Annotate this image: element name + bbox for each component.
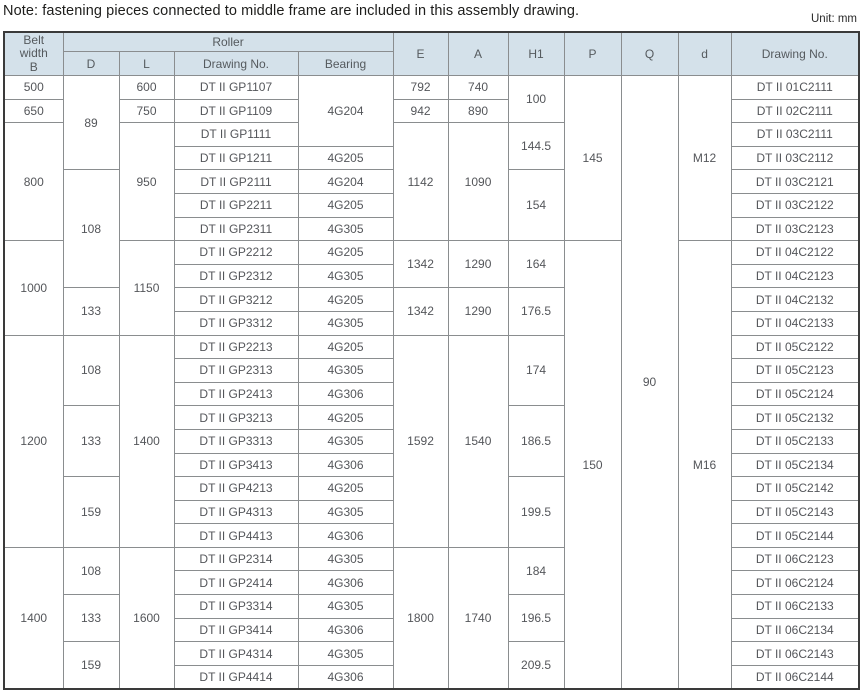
header-belt-width (4, 32, 63, 76)
header-belt-width-line2: width (19, 46, 48, 61)
header-belt-width-line3: B (29, 59, 38, 74)
header-d-thread: d (678, 32, 731, 76)
header-roller-group: Roller (63, 32, 393, 52)
roller-drawing-no-cell: DT II GP1107 (174, 76, 298, 100)
roller-drawing-no-cell: DT II GP3314 (174, 595, 298, 619)
roller-drawing-no-cell: DT II GP3313 (174, 429, 298, 453)
bearing-cell: 4G205 (298, 146, 393, 170)
bearing-cell: 4G205 (298, 241, 393, 265)
h1-cell: 100 (508, 76, 564, 123)
table-row (4, 547, 859, 571)
roller-drawing-no-cell: DT II GP3413 (174, 453, 298, 477)
a-cell: 1740 (448, 547, 508, 689)
assembly-drawing-no-cell: DT II 05C2123 (731, 359, 859, 383)
bearing-cell: 4G306 (298, 382, 393, 406)
header-drawing-no-assembly: Drawing No. (731, 32, 859, 76)
assembly-drawing-no-cell: DT II 06C2143 (731, 642, 859, 666)
roller-drawing-no-cell: DT II GP1109 (174, 99, 298, 123)
roller-spec-table (3, 31, 860, 690)
roller-length-cell: 950 (119, 123, 174, 241)
table-row (4, 123, 859, 147)
roller-diameter-cell: 108 (63, 170, 119, 288)
h1-cell: 186.5 (508, 406, 564, 477)
assembly-drawing-no-cell: DT II 02C2111 (731, 99, 859, 123)
roller-diameter-cell: 133 (63, 595, 119, 642)
bearing-cell: 4G305 (298, 547, 393, 571)
bearing-cell: 4G204 (298, 170, 393, 194)
assembly-drawing-no-cell: DT II 03C2111 (731, 123, 859, 147)
bearing-cell: 4G205 (298, 288, 393, 312)
bearing-cell: 4G306 (298, 618, 393, 642)
assembly-drawing-no-cell: DT II 05C2124 (731, 382, 859, 406)
a-cell: 740 (448, 76, 508, 100)
bearing-cell: 4G305 (298, 264, 393, 288)
table-row (4, 335, 859, 359)
assembly-drawing-no-cell: DT II 06C2134 (731, 618, 859, 642)
p-cell: 145 (564, 76, 621, 241)
assembly-drawing-no-cell: DT II 03C2112 (731, 146, 859, 170)
header-e: E (393, 32, 448, 76)
note-text: Note: fastening pieces connected to middle frame are included in this assembly drawing. (3, 3, 580, 19)
bearing-cell: 4G204 (298, 76, 393, 147)
roller-drawing-no-cell: DT II GP3414 (174, 618, 298, 642)
roller-length-cell: 1400 (119, 335, 174, 547)
bearing-cell: 4G306 (298, 453, 393, 477)
bearing-cell: 4G305 (298, 359, 393, 383)
h1-cell: 184 (508, 547, 564, 594)
assembly-drawing-no-cell: DT II 06C2144 (731, 665, 859, 689)
p-cell: 150 (564, 241, 621, 689)
bearing-cell: 4G205 (298, 335, 393, 359)
assembly-drawing-no-cell: DT II 03C2122 (731, 193, 859, 217)
assembly-drawing-no-cell: DT II 03C2123 (731, 217, 859, 241)
roller-drawing-no-cell: DT II GP4213 (174, 477, 298, 501)
assembly-drawing-no-cell: DT II 05C2122 (731, 335, 859, 359)
a-cell: 1540 (448, 335, 508, 547)
belt-width-cell: 650 (4, 99, 63, 123)
header-h1: H1 (508, 32, 564, 76)
bearing-cell: 4G305 (298, 217, 393, 241)
roller-drawing-no-cell: DT II GP2311 (174, 217, 298, 241)
roller-drawing-no-cell: DT II GP2414 (174, 571, 298, 595)
table-row (4, 76, 859, 100)
roller-drawing-no-cell: DT II GP4313 (174, 500, 298, 524)
header-roller-bearing: Bearing (298, 52, 393, 76)
assembly-drawing-no-cell: DT II 04C2123 (731, 264, 859, 288)
assembly-drawing-no-cell: DT II 04C2122 (731, 241, 859, 265)
header-roller-d: D (63, 52, 119, 76)
header-row-1 (4, 32, 859, 52)
roller-diameter-cell: 133 (63, 288, 119, 335)
d-thread-cell: M16 (678, 241, 731, 689)
roller-length-cell: 1600 (119, 547, 174, 689)
bearing-cell: 4G306 (298, 665, 393, 689)
e-cell: 1592 (393, 335, 448, 547)
h1-cell: 196.5 (508, 595, 564, 642)
roller-drawing-no-cell: DT II GP2313 (174, 359, 298, 383)
bearing-cell: 4G305 (298, 429, 393, 453)
roller-drawing-no-cell: DT II GP3212 (174, 288, 298, 312)
roller-drawing-no-cell: DT II GP2211 (174, 193, 298, 217)
a-cell: 1290 (448, 288, 508, 335)
header-roller-drawing-no: Drawing No. (174, 52, 298, 76)
belt-width-cell: 800 (4, 123, 63, 241)
roller-drawing-no-cell: DT II GP1111 (174, 123, 298, 147)
roller-diameter-cell: 108 (63, 547, 119, 594)
unit-label: Unit: mm (811, 13, 857, 25)
roller-length-cell: 750 (119, 99, 174, 123)
assembly-drawing-no-cell: DT II 05C2134 (731, 453, 859, 477)
bearing-cell: 4G305 (298, 500, 393, 524)
bearing-cell: 4G205 (298, 477, 393, 501)
bearing-cell: 4G305 (298, 642, 393, 666)
roller-drawing-no-cell: DT II GP2111 (174, 170, 298, 194)
header-p: P (564, 32, 621, 76)
assembly-drawing-no-cell: DT II 04C2133 (731, 311, 859, 335)
a-cell: 1090 (448, 123, 508, 241)
assembly-drawing-no-cell: DT II 05C2143 (731, 500, 859, 524)
bearing-cell: 4G306 (298, 524, 393, 548)
assembly-drawing-no-cell: DT II 05C2144 (731, 524, 859, 548)
roller-length-cell: 600 (119, 76, 174, 100)
bearing-cell: 4G205 (298, 193, 393, 217)
belt-width-cell: 1200 (4, 335, 63, 547)
assembly-drawing-no-cell: DT II 06C2124 (731, 571, 859, 595)
assembly-drawing-no-cell: DT II 04C2132 (731, 288, 859, 312)
assembly-drawing-no-cell: DT II 03C2121 (731, 170, 859, 194)
h1-cell: 199.5 (508, 477, 564, 548)
header-belt-width-line1: Belt (23, 32, 45, 47)
roller-drawing-no-cell: DT II GP3312 (174, 311, 298, 335)
roller-diameter-cell: 133 (63, 406, 119, 477)
e-cell: 792 (393, 76, 448, 100)
header-a: A (448, 32, 508, 76)
table-row (4, 99, 859, 123)
belt-width-cell: 500 (4, 76, 63, 100)
roller-diameter-cell: 89 (63, 76, 119, 170)
assembly-drawing-no-cell: DT II 05C2133 (731, 429, 859, 453)
e-cell: 1342 (393, 241, 448, 288)
roller-drawing-no-cell: DT II GP2413 (174, 382, 298, 406)
roller-diameter-cell: 159 (63, 477, 119, 548)
roller-drawing-no-cell: DT II GP2314 (174, 547, 298, 571)
a-cell: 1290 (448, 241, 508, 288)
bearing-cell: 4G306 (298, 571, 393, 595)
roller-drawing-no-cell: DT II GP2212 (174, 241, 298, 265)
header-q: Q (621, 32, 678, 76)
roller-drawing-no-cell: DT II GP4413 (174, 524, 298, 548)
table-row (4, 241, 859, 265)
h1-cell: 164 (508, 241, 564, 288)
a-cell: 890 (448, 99, 508, 123)
roller-diameter-cell: 159 (63, 642, 119, 689)
d-thread-cell: M12 (678, 76, 731, 241)
roller-drawing-no-cell: DT II GP4314 (174, 642, 298, 666)
roller-drawing-no-cell: DT II GP1211 (174, 146, 298, 170)
belt-width-cell: 1000 (4, 241, 63, 335)
q-cell: 90 (621, 76, 678, 689)
assembly-drawing-no-cell: DT II 06C2123 (731, 547, 859, 571)
e-cell: 1142 (393, 123, 448, 241)
roller-drawing-no-cell: DT II GP4414 (174, 665, 298, 689)
e-cell: 942 (393, 99, 448, 123)
h1-cell: 209.5 (508, 642, 564, 689)
bearing-cell: 4G305 (298, 311, 393, 335)
roller-drawing-no-cell: DT II GP3213 (174, 406, 298, 430)
h1-cell: 154 (508, 170, 564, 241)
assembly-drawing-no-cell: DT II 05C2132 (731, 406, 859, 430)
h1-cell: 176.5 (508, 288, 564, 335)
header-roller-l: L (119, 52, 174, 76)
bearing-cell: 4G305 (298, 595, 393, 619)
roller-drawing-no-cell: DT II GP2312 (174, 264, 298, 288)
e-cell: 1800 (393, 547, 448, 689)
roller-drawing-no-cell: DT II GP2213 (174, 335, 298, 359)
h1-cell: 144.5 (508, 123, 564, 170)
bearing-cell: 4G205 (298, 406, 393, 430)
roller-length-cell: 1150 (119, 241, 174, 335)
h1-cell: 174 (508, 335, 564, 406)
roller-diameter-cell: 108 (63, 335, 119, 406)
belt-width-cell: 1400 (4, 547, 63, 689)
assembly-drawing-no-cell: DT II 01C2111 (731, 76, 859, 100)
assembly-drawing-no-cell: DT II 05C2142 (731, 477, 859, 501)
assembly-drawing-no-cell: DT II 06C2133 (731, 595, 859, 619)
e-cell: 1342 (393, 288, 448, 335)
